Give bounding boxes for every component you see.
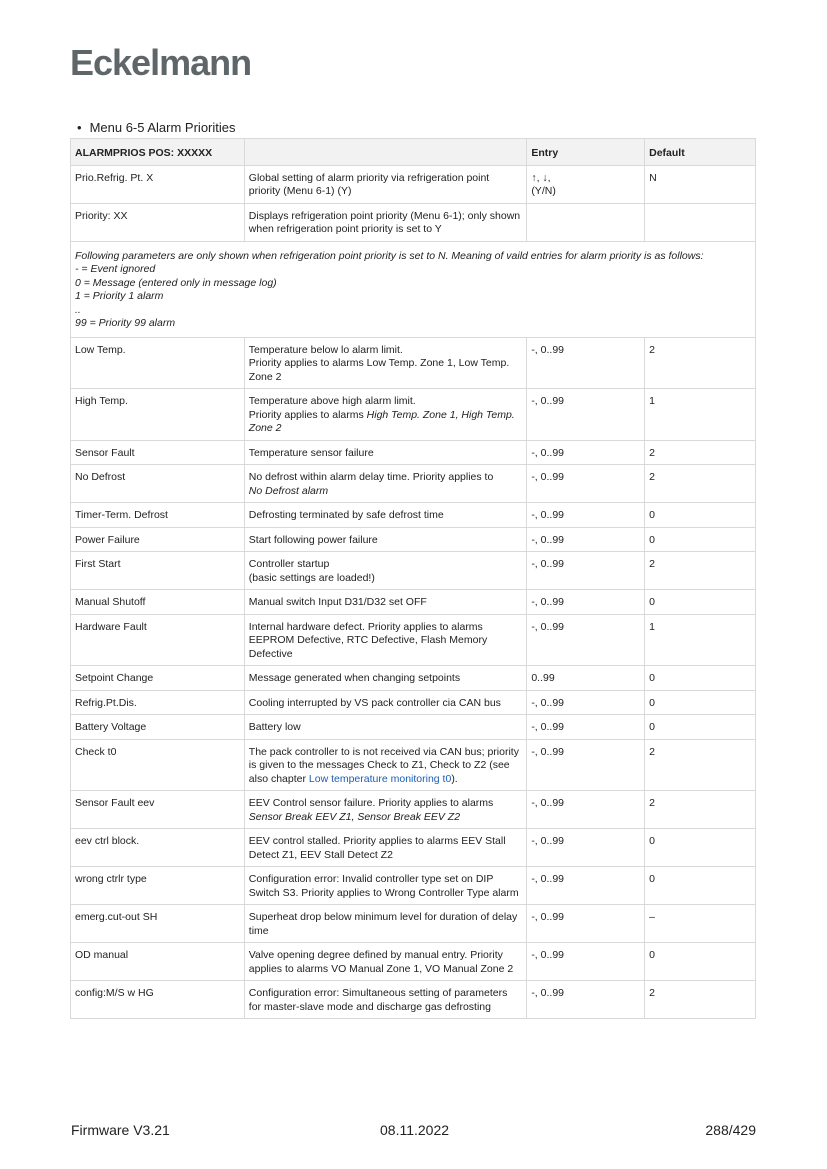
description-cell (244, 715, 527, 740)
entry-cell: -, 0..99 (527, 614, 645, 666)
section-heading (77, 120, 236, 135)
description-text: Configuration error: Invalid controller type set on DIP Switch S3. Priority applies to Wrong Controller Type alarm (248, 873, 519, 899)
parameter-cell: eev ctrl block. (71, 829, 245, 867)
table-row (71, 666, 756, 691)
description-text: Temperature above high alarm limit. (248, 395, 416, 407)
default-cell: 2 (645, 552, 756, 590)
description-cell (244, 739, 527, 791)
entry-cell: -, 0..99 (527, 715, 645, 740)
footer-page-number: 288/429 (705, 1122, 756, 1138)
default-cell: 2 (645, 791, 756, 829)
description-text: Displays refrigeration point priority (Menu 6-1); only shown when refrigeration point priority is set to Y (248, 209, 521, 235)
description-cell (244, 981, 527, 1019)
entry-cell: -, 0..99 (527, 739, 645, 791)
default-cell: 2 (645, 981, 756, 1019)
table-row (71, 165, 756, 203)
note-line: - = Event ignored (75, 263, 156, 275)
entry-cell: -, 0..99 (527, 503, 645, 528)
parameter-cell: First Start (71, 552, 245, 590)
description-text: Priority applies to alarms (248, 408, 367, 421)
description-cell (244, 503, 527, 528)
chapter-link[interactable]: Low temperature monitoring t0 (308, 772, 452, 785)
description-cell (244, 165, 527, 203)
table-row (71, 527, 756, 552)
description-text: Configuration error: Simultaneous setting of parameters for master-slave mode and discharge gas defrosting (248, 987, 508, 1013)
parameter-cell: config:M/S w HG (71, 981, 245, 1019)
table-row (71, 867, 756, 905)
section-title: Menu 6-5 Alarm Priorities (89, 120, 236, 135)
header-cell: ALARMPRIOS POS: XXXXX (71, 139, 245, 166)
note-row (71, 241, 756, 337)
parameter-cell: Hardware Fault (71, 614, 245, 666)
description-text: (basic settings are loaded!) (248, 571, 375, 584)
default-cell: 0 (645, 829, 756, 867)
description-text: EEV control stalled. Priority applies to alarms EEV Stall Detect Z1, EEV Stall Detect Z2 (248, 835, 506, 861)
default-cell: 0 (645, 690, 756, 715)
table-row (71, 552, 756, 590)
eckelmann-logo: Eckelmann (70, 42, 252, 83)
alarm-priorities-table (70, 138, 756, 1019)
footer-firmware: Firmware V3.21 (71, 1122, 170, 1138)
default-cell (645, 203, 756, 241)
description-text: Temperature below lo alarm limit. (248, 343, 403, 356)
entry-cell: -, 0..99 (527, 943, 645, 981)
header-cell (244, 139, 527, 166)
entry-cell: -, 0..99 (527, 527, 645, 552)
entry-cell (527, 203, 645, 241)
description-text: Superheat drop below minimum level for duration of delay time (248, 911, 518, 937)
description-text: EEV Control sensor failure. Priority applies to alarms (248, 797, 494, 809)
entry-cell: -, 0..99 (527, 905, 645, 943)
note-line: 1 = Priority 1 alarm (75, 290, 164, 302)
description-cell (244, 905, 527, 943)
description-text: Temperature sensor failure (248, 446, 374, 459)
table-row (71, 503, 756, 528)
header-cell: Default (645, 139, 756, 166)
alarm-name: High Temp. Zone 1, High Temp. Zone 2 (248, 408, 515, 434)
table-header-row (71, 139, 756, 166)
description-text: Manual switch Input D31/D32 set OFF (248, 596, 427, 608)
default-cell: 0 (645, 527, 756, 552)
description-cell (244, 690, 527, 715)
default-cell: 2 (645, 337, 756, 389)
description-cell (244, 440, 527, 465)
entry-cell: -, 0..99 (527, 337, 645, 389)
note-line: .. (75, 303, 81, 316)
entry-cell: -, 0..99 (527, 465, 645, 503)
entry-cell: -, 0..99 (527, 981, 645, 1019)
table-row (71, 590, 756, 615)
default-cell: 0 (645, 590, 756, 615)
note-line: 99 = Priority 99 alarm (75, 317, 176, 329)
entry-cell: -, 0..99 (527, 389, 645, 441)
table-row (71, 981, 756, 1019)
table-row (71, 389, 756, 441)
description-text: Global setting of alarm priority via refrigeration point priority (Menu 6-1) (Y) (248, 171, 490, 197)
parameter-cell: Prio.Refrig. Pt. X (71, 165, 245, 203)
default-cell: 0 (645, 715, 756, 740)
default-cell: 2 (645, 465, 756, 503)
parameter-cell: Battery Voltage (71, 715, 245, 740)
description-text: Valve opening degree defined by manual entry. Priority applies to alarms VO Manual Zone 1, VO Manual Zone 2 (248, 949, 514, 975)
entry-cell: -, 0..99 (527, 690, 645, 715)
description-text: Cooling interrupted by VS pack controller cia CAN bus (248, 696, 501, 709)
parameter-cell: Manual Shutoff (71, 590, 245, 615)
parameter-cell: emerg.cut-out SH (71, 905, 245, 943)
entry-cell: -, 0..99 (527, 590, 645, 615)
default-cell: 1 (645, 389, 756, 441)
entry-cell (527, 165, 645, 203)
table-row (71, 465, 756, 503)
default-cell: 0 (645, 503, 756, 528)
alarm-name: No Defrost alarm (248, 484, 329, 497)
parameter-cell: wrong ctrlr type (71, 867, 245, 905)
parameter-cell: Check t0 (71, 739, 245, 791)
table-row (71, 614, 756, 666)
description-text: Internal hardware defect. Priority applies to alarms EEPROM Defective, RTC Defective, Flash Memory Defective (248, 620, 488, 660)
entry-cell: -, 0..99 (527, 440, 645, 465)
parameter-cell: Priority: XX (71, 203, 245, 241)
note-cell (71, 241, 756, 337)
table-row (71, 690, 756, 715)
header-cell: Entry (527, 139, 645, 166)
description-cell (244, 943, 527, 981)
note-line: Following parameters are only shown when refrigeration point priority is set to N. Meaning of vaild entries for alarm priority is as follows: (75, 249, 704, 262)
default-cell: 0 (645, 867, 756, 905)
parameter-cell: Refrig.Pt.Dis. (71, 690, 245, 715)
parameter-cell: High Temp. (71, 389, 245, 441)
default-cell: 2 (645, 739, 756, 791)
default-cell: 0 (645, 943, 756, 981)
description-text: The pack controller to is not received via CAN bus; priority is given to the messages Check to Z1, Check to Z2 (see also chapter (248, 745, 519, 785)
description-cell (244, 590, 527, 615)
description-text: Start following power failure (248, 533, 378, 546)
description-cell (244, 614, 527, 666)
description-text: Controller startup (248, 558, 330, 570)
entry-cell: -, 0..99 (527, 791, 645, 829)
default-cell: 2 (645, 440, 756, 465)
note-line: 0 = Message (entered only in message log) (75, 276, 277, 289)
table-row (71, 943, 756, 981)
description-text: ). (451, 772, 458, 785)
default-cell: 1 (645, 614, 756, 666)
parameter-cell: Sensor Fault eev (71, 791, 245, 829)
default-cell: – (645, 905, 756, 943)
description-cell (244, 389, 527, 441)
entry-cell: -, 0..99 (527, 552, 645, 590)
entry-cell: -, 0..99 (527, 867, 645, 905)
table-row (71, 337, 756, 389)
description-text: Message generated when changing setpoints (248, 672, 461, 684)
description-cell (244, 666, 527, 691)
footer-date: 08.11.2022 (380, 1122, 450, 1138)
entry-cell: 0..99 (527, 666, 645, 691)
table-row (71, 715, 756, 740)
parameter-cell: Setpoint Change (71, 666, 245, 691)
parameter-cell: Low Temp. (71, 337, 245, 389)
default-cell: 0 (645, 666, 756, 691)
bullet-icon: • (77, 120, 82, 135)
description-cell (244, 552, 527, 590)
entry-text: (Y/N) (531, 185, 556, 197)
description-cell (244, 867, 527, 905)
parameter-cell: Timer-Term. Defrost (71, 503, 245, 528)
entry-text: ↑, ↓, (531, 171, 551, 184)
table-row (71, 203, 756, 241)
description-text: No defrost within alarm delay time. Priority applies to (248, 471, 494, 483)
description-cell (244, 203, 527, 241)
parameter-cell: Sensor Fault (71, 440, 245, 465)
description-cell (244, 829, 527, 867)
description-text: Battery low (248, 721, 301, 733)
default-cell: N (645, 165, 756, 203)
description-text: Defrosting terminated by safe defrost time (248, 509, 444, 521)
table-row (71, 440, 756, 465)
entry-cell: -, 0..99 (527, 829, 645, 867)
description-cell (244, 337, 527, 389)
table-row (71, 739, 756, 791)
description-cell (244, 527, 527, 552)
table-row (71, 791, 756, 829)
description-cell (244, 791, 527, 829)
parameter-cell: No Defrost (71, 465, 245, 503)
parameter-cell: OD manual (71, 943, 245, 981)
parameter-cell: Power Failure (71, 527, 245, 552)
table-row (71, 829, 756, 867)
description-text: Priority applies to alarms Low Temp. Zone 1, Low Temp. Zone 2 (248, 357, 510, 383)
alarm-name: Sensor Break EEV Z1, Sensor Break EEV Z2 (248, 810, 461, 823)
description-cell (244, 465, 527, 503)
table-row (71, 905, 756, 943)
